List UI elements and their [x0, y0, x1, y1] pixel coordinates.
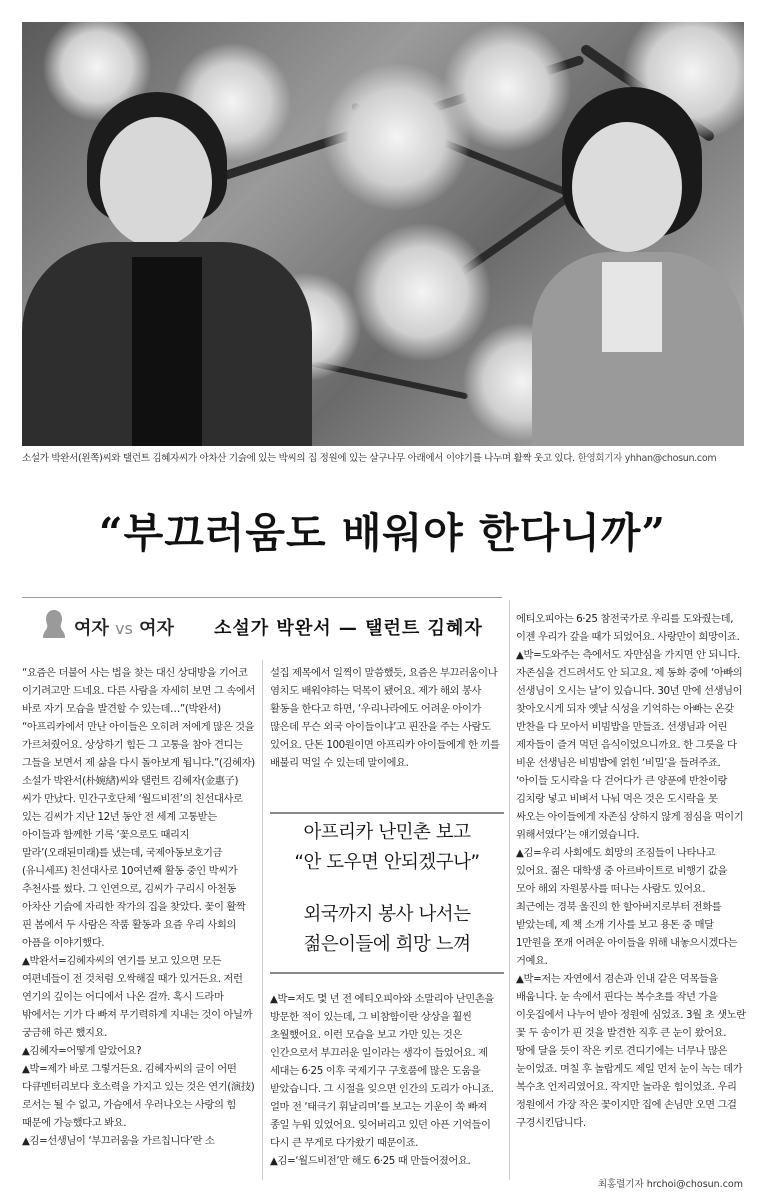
paragraph: ▲박=저는 자연에서 겸손과 인내 같은 덕목들을 배웁니다. 눈 속에서 핀다는 복수초를 작년 가을 이웃집에서 나누어 받아 정원에 심었죠. 3월 초 샛노란 꽃 두 송이가 핀 것을 발견한 직후 큰 눈이 왔어요. 땅에 달을 듯이 작은 키로 견디기에는 너무나 많은 눈이었죠. 며칠 후 놀랍게도 제일 먼저 눈이 녹는 데가 복수초 언저리였어요. 작지만 놀라운 힘이었죠. 우리 정원에서 가장 작은 꽃이지만 집에 손님만 오면 그걸 구경시킨답니다. [516, 973, 746, 1129]
feature-photo [22, 22, 744, 446]
photo-caption [22, 450, 744, 464]
divider [22, 597, 502, 598]
paragraph: ▲박완서=김혜자씨의 연기를 보고 있으면 모든 여편네들이 전 것처럼 오싹해질 때가 있거든요. 저런 연기의 깊이는 어디에서 나온 걸까. 혹시 드라마 밖에서는 기가 다 빠져 무기력하게 지내는 것이 아닐까 궁금해 하곤 했지요. [22, 955, 253, 1039]
paragraph: ▲김=‘월드비전’만 해도 6·25 때 만들어졌어요. [270, 1155, 471, 1167]
column-divider [262, 660, 263, 1180]
pull-line: 아프리카 난민촌 보고 [303, 822, 471, 843]
series-vs: vs [115, 619, 133, 638]
byline: 최홍렬기자 hrchoi@chosun.com [597, 1179, 743, 1190]
article-column-2-bottom [270, 990, 504, 1170]
paragraph: ▲김=우리 사회에도 희망의 조짐들이 나타나고 있어요. 젊은 대학생 중 아르바이트로 비행기 값을 모아 해외 자원봉사를 떠나는 사람도 있어요. 최근에는 경북 울진의 한 할아버지로부터 전화를 받았는데, 제 책 소개 기사를 보고 용돈 중 매달 1만원을 쪼개 어려운 아이들을 위해 내놓으시겠다는 거예요. [516, 847, 737, 967]
series-right: 여자 [139, 618, 174, 639]
person-left [22, 82, 322, 446]
paragraph: 소설가 박완서(朴婉緖)씨와 탤런트 김혜자(金惠子)씨가 만났다. 민간구호단체 ‘월드비전’의 친선대사로 있는 김씨가 지난 12년 동안 전 세계 고통받는 아이들과 함께한 기록 ‘꽃으로도 때리지 말라’(오래된미래)를 냈는데, 국제아동보호기금(유니세프) 친선대사로 10여년째 활동 중인 박씨가 추천사를 썼다. 그 인연으로, 김씨가 구리시 아천동 아차산 기슭에 자리한 작가의 집을 찾았다. 꽃이 활짝 핀 봄에서 두 사람은 작품 활동과 요즘 우리 사회의 아픔을 이야기했다. [22, 775, 246, 949]
paragraph: ▲박=저도 몇 년 전 에티오피아와 소말리아 난민촌을 방문한 적이 있는데, 그 비참함이란 상상을 훨씬 초월했어요. 이런 모습을 보고 가만 있는 것은 인간으로서 부끄러운 일이라는 생각이 들었어요. 제 세대는 6·25 이후 국제기구 구호품에 많은 도움을 받았습니다. 그 시절을 잊으면 인간의 도리가 아니죠. 얼마 전 ‘태극기 휘날리며’를 보고는 기운이 쑥 빠져 종일 누워 있었어요. 잊어버리고 있던 아픈 기억들이 다시 큰 무게로 다가왔기 때문이죠. [270, 993, 494, 1149]
article-column-3 [516, 610, 746, 1132]
paragraph: 설집 제목에서 일찍이 말씀했듯, 요즘은 부끄러움이나 염치도 배워야하는 덕목이 됐어요. 제가 해외 봉사 활동을 한다고 하면, ‘우리나라에도 어려운 아이가 많은데 무슨 외국 아이들이냐’고 핀잔을 주는 사람도 있어요. 단돈 100원이면 아프리카 아이들에게 한 끼를 배불리 먹일 수 있는데 말이에요. [270, 667, 500, 769]
paragraph: ▲김혜자=어떻게 알았어요? [22, 1045, 142, 1057]
pull-line: 젊은이들에 희망 느껴 [303, 934, 471, 955]
caption-text: 소설가 박완서(왼쪽)씨와 탤런트 김혜자씨가 아차산 기슭에 있는 박씨의 집 정원에 있는 살구나무 아래에서 이야기를 나누며 활짝 웃고 있다. [22, 453, 575, 464]
paragraph: ▲박=제가 바로 그렇거든요. 김혜자씨의 글이 어떤 다큐멘터리보다 호소력을 가지고 있는 것은 연기(演技)로서는 될 수 없고, 가슴에서 우러나오는 사랑의 힘 때문에 가능했다고 봐요. [22, 1063, 255, 1129]
article-column-1 [22, 664, 257, 1150]
person-right [522, 82, 744, 446]
paragraph: “아프리카에서 만난 아이들은 오히려 저에게 많은 것을 가르쳐줬어요. 상상하기 힘든 그 고통을 참아 견디는 그들을 보면서 제 삶을 다시 돌아보게 됩니다.”(김혜자) [22, 721, 255, 769]
pullquote-rule [270, 812, 504, 814]
pull-line: 외국까지 봉사 나서는 [303, 904, 471, 925]
pullquote-rule [270, 972, 504, 974]
paragraph: 에티오피아는 6·25 참전국가로 우리를 도와줬는데, 이젠 우리가 갚을 때가 되었어요. 사랑만이 희망이죠. [516, 613, 740, 643]
pull-quote [270, 818, 504, 960]
pull-line: “안 도우면 안되겠구나” [294, 852, 480, 873]
paragraph: ▲김=선생님이 ‘부끄러움을 가르칩니다’란 소 [22, 1135, 215, 1147]
headline: “부끄러움도 배워야 한다니까” [99, 509, 666, 557]
woman-silhouette-icon [42, 608, 66, 640]
article-column-2-top [270, 664, 504, 772]
paragraph: “요즘은 더불어 사는 법을 찾는 대신 상대방을 기어코 이기려고만 드네요. 다른 사람을 자세히 보면 그 속에서 바로 자기 모습을 발견할 수 있는데…”(박완서) [22, 667, 256, 715]
paragraph: ▲박=도와주는 측에서도 자만심을 가지면 안 되니다. 자존심을 건드려서도 안 되고요. 제 동화 중에 ‘아빠의 선생님이 오시는 날’이 있습니다. 30년 만에 선생님이 찾아오시게 되자 옛날 식성을 기억하는 아빠는 온갖 반찬을 다 모아서 비빔밥을 만들죠. 선생님과 어린 제자들이 즐겨 먹던 음식이었으니까요. 한 그릇을 다 비운 선생님은 비빔밥에 얽힌 ‘비밀’을 들려주죠. ‘아이들 도시락을 다 걷어다가 큰 양푼에 반찬이랑 김치랑 넣고 비벼서 나눠 먹은 것은 도시락을 못 싸오는 아이들에게 자존심 상하지 않게 점심을 먹이기 위해서였다’는 얘기였습니다. [516, 649, 744, 841]
series-title [74, 614, 174, 640]
article-subject: 소설가 박완서 — 탤런트 김혜자 [214, 618, 483, 639]
photo-credit: 한영회기자 yhhan@chosun.com [577, 453, 717, 464]
section-bar [42, 606, 502, 644]
column-divider [509, 600, 510, 1180]
series-left: 여자 [74, 618, 109, 639]
